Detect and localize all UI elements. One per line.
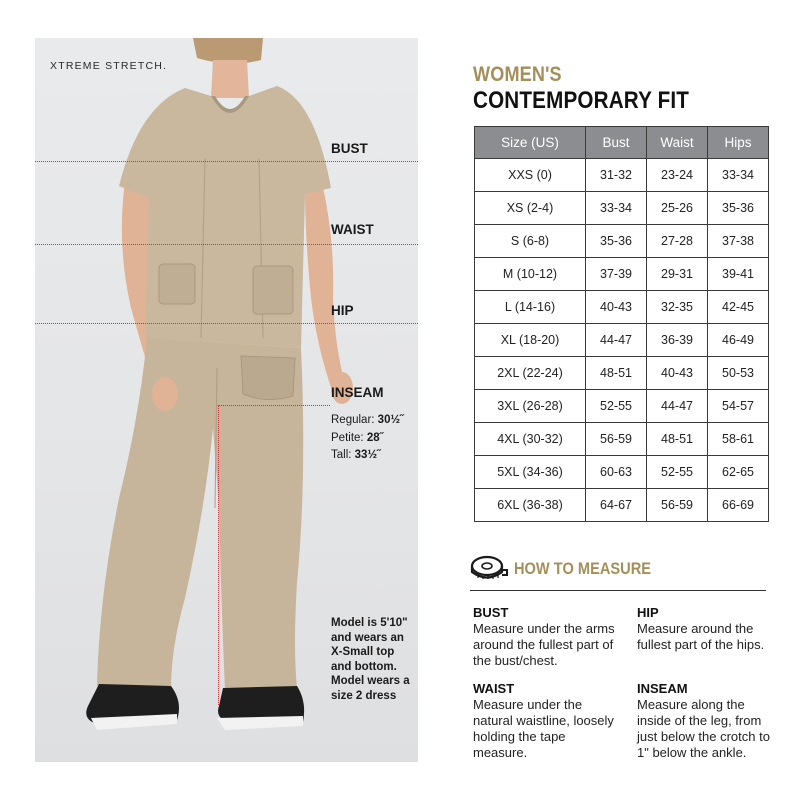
- waist-cell: 48-51: [647, 423, 708, 456]
- bust-cell: 35-36: [586, 225, 647, 258]
- measure-heading: HIP: [637, 605, 659, 620]
- waist-cell: 23-24: [647, 159, 708, 192]
- table-row: [475, 258, 769, 291]
- how-to-measure-title: HOW TO MEASURE: [514, 559, 652, 578]
- waist-label: WAIST: [331, 222, 374, 237]
- bust-cell: 56-59: [586, 423, 647, 456]
- tape-measure-icon: [470, 555, 508, 581]
- bust-cell: 64-67: [586, 489, 647, 522]
- measure-bust-block: [473, 605, 623, 669]
- size-cell: 2XL (22-24): [475, 357, 586, 390]
- measure-heading: WAIST: [473, 681, 515, 696]
- table-row: [475, 324, 769, 357]
- title-contemporary-fit: CONTEMPORARY FIT: [473, 87, 690, 114]
- inseam-label: INSEAM: [331, 385, 384, 400]
- bust-cell: 33-34: [586, 192, 647, 225]
- table-row: [475, 192, 769, 225]
- inseam-measure-line: [218, 405, 219, 705]
- bust-label: BUST: [331, 141, 368, 156]
- header-size: Size (US): [475, 127, 586, 159]
- inseam-tall: Tall: 33½˝: [331, 449, 381, 461]
- measure-text: Measure along the inside of the leg, from just below the crotch to 1" below the ankle.: [637, 697, 770, 760]
- measure-text: Measure under the arms around the fullest part of the bust/chest.: [473, 621, 615, 668]
- waist-cell: 25-26: [647, 192, 708, 225]
- table-row: [475, 357, 769, 390]
- hips-cell: 39-41: [708, 258, 769, 291]
- table-header-row: [475, 127, 769, 159]
- hip-measure-line: [35, 323, 418, 324]
- measure-heading: BUST: [473, 605, 509, 620]
- header-bust: Bust: [586, 127, 647, 159]
- brand-logo-text: XTREME STRETCH.: [50, 60, 168, 72]
- measure-text: Measure around the fullest part of the hips.: [637, 621, 765, 652]
- size-cell: M (10-12): [475, 258, 586, 291]
- hips-cell: 58-61: [708, 423, 769, 456]
- bust-cell: 37-39: [586, 258, 647, 291]
- size-cell: XXS (0): [475, 159, 586, 192]
- table-row: [475, 489, 769, 522]
- inseam-top-line: [218, 405, 330, 406]
- bust-cell: 52-55: [586, 390, 647, 423]
- size-cell: L (14-16): [475, 291, 586, 324]
- hip-label: HIP: [331, 303, 354, 318]
- size-cell: XL (18-20): [475, 324, 586, 357]
- how-to-measure-header: [470, 553, 766, 585]
- hips-cell: 50-53: [708, 357, 769, 390]
- table-row: [475, 390, 769, 423]
- hips-cell: 46-49: [708, 324, 769, 357]
- model-size-note: Model is 5'10" and wears an X-Small top and bottom. Model wears a size 2 dress: [331, 617, 410, 702]
- waist-measure-line: [35, 244, 418, 245]
- size-cell: XS (2-4): [475, 192, 586, 225]
- size-cell: 4XL (30-32): [475, 423, 586, 456]
- size-chart-table: [474, 126, 769, 522]
- inseam-lengths: [331, 412, 404, 465]
- waist-cell: 32-35: [647, 291, 708, 324]
- measure-heading: INSEAM: [637, 681, 688, 696]
- header-waist: Waist: [647, 127, 708, 159]
- hips-cell: 37-38: [708, 225, 769, 258]
- measure-text: Measure under the natural waistline, loosely holding the tape measure.: [473, 697, 614, 760]
- size-cell: S (6-8): [475, 225, 586, 258]
- measure-hip-block: [637, 605, 777, 653]
- table-row: [475, 291, 769, 324]
- waist-cell: 29-31: [647, 258, 708, 291]
- header-hips: Hips: [708, 127, 769, 159]
- measure-waist-block: [473, 681, 623, 761]
- hips-cell: 54-57: [708, 390, 769, 423]
- inseam-regular: Regular: 30½˝: [331, 414, 404, 426]
- bust-cell: 40-43: [586, 291, 647, 324]
- bust-cell: 31-32: [586, 159, 647, 192]
- hips-cell: 35-36: [708, 192, 769, 225]
- table-row: [475, 456, 769, 489]
- bust-cell: 60-63: [586, 456, 647, 489]
- brand-logo: [50, 60, 167, 72]
- waist-cell: 52-55: [647, 456, 708, 489]
- measure-inseam-block: [637, 681, 777, 761]
- hips-cell: 66-69: [708, 489, 769, 522]
- title-womens: WOMEN'S: [473, 63, 562, 86]
- hips-cell: 62-65: [708, 456, 769, 489]
- inseam-petite: Petite: 28˝: [331, 431, 384, 444]
- table-row: [475, 423, 769, 456]
- size-cell: 6XL (36-38): [475, 489, 586, 522]
- waist-cell: 56-59: [647, 489, 708, 522]
- bust-cell: 44-47: [586, 324, 647, 357]
- table-row: [475, 159, 769, 192]
- waist-cell: 44-47: [647, 390, 708, 423]
- bust-cell: 48-51: [586, 357, 647, 390]
- size-cell: 3XL (26-28): [475, 390, 586, 423]
- size-cell: 5XL (34-36): [475, 456, 586, 489]
- hips-cell: 42-45: [708, 291, 769, 324]
- hips-cell: 33-34: [708, 159, 769, 192]
- waist-cell: 36-39: [647, 324, 708, 357]
- bust-measure-line: [35, 161, 418, 162]
- section-divider: [470, 590, 766, 591]
- model-photo-panel: [35, 38, 418, 762]
- waist-cell: 27-28: [647, 225, 708, 258]
- waist-cell: 40-43: [647, 357, 708, 390]
- table-row: [475, 225, 769, 258]
